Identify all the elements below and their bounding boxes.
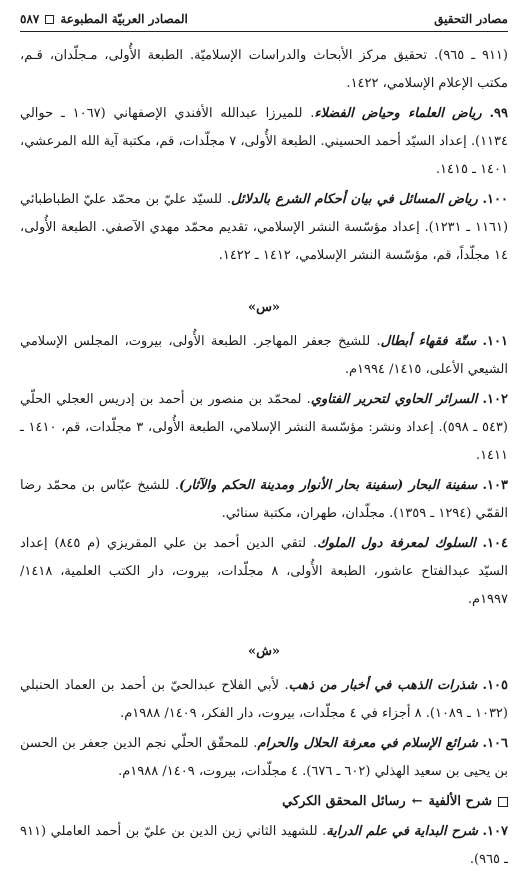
- bib-entry-100: [20, 186, 508, 270]
- bib-entry-104: [20, 530, 508, 614]
- entry-text: . لأبي الفلاح عبدالحيّ بن أحمد بن العماد الحنبلي (١٠٣٢ ـ ١٠٨٩). ٨ أجزاء في ٤ مجلّدات، بيروت، دار الفكر، ١٤٠٩/ ١٩٨٨م.: [20, 678, 508, 721]
- xref-to: رسائل المحقق الكركي: [282, 794, 406, 809]
- entry-number: ١٠٠.: [482, 192, 508, 207]
- entry-title: السلوك لمعرفة دول الملوك: [317, 536, 476, 551]
- entry-title: سفينة البحار (سفينة بحار الأنوار ومدينة الحكم والآثار): [179, 478, 478, 493]
- entry-number: ١٠٣.: [482, 478, 508, 493]
- entry-title: السرائر الحاوي لتحرير الفتاوي: [310, 392, 478, 407]
- entry-text: . لتقي الدين أحمد بن علي المقريزي (م ٨٤٥) إعداد السيّد عبدالفتاح عاشور، الطبعة الأُولى، ٨ مجلّدات، بيروت، دار الكتب العلمية، ١٤١٨/ ١٩٩٧م.: [20, 536, 508, 607]
- header-chapter-title: مصادر التحقيق: [434, 12, 508, 26]
- header-section-group: [20, 12, 188, 26]
- entry-title: ستّة فقهاء أبطال: [380, 334, 477, 349]
- section-heading-sheen: «ش»: [247, 644, 281, 659]
- square-ornament-icon: [45, 15, 54, 24]
- header-section-title: المصادر العربيّة المطبوعة: [60, 12, 188, 26]
- entry-title: رياض العلماء وحياض الفضلاء: [314, 106, 482, 121]
- entry-title: شرائع الإسلام في معرفة الحلال والحرام: [257, 736, 478, 751]
- entry-number: ١٠٦.: [482, 736, 509, 751]
- book-page: [20, 10, 509, 867]
- bib-entry-107: [20, 818, 508, 874]
- xref-from: شرح الألفية: [428, 794, 492, 809]
- entry-text: . للشيخ جعفر المهاجر. الطبعة الأُولى، بيروت، المجلس الإسلامي الشيعي الأعلى، ١٤١٥/ ١٩٩٤م.: [20, 334, 508, 377]
- bib-entry-106: [20, 730, 508, 786]
- entry-text: . للميرزا عبدالله الأفندي الإصفهاني (١٠٦٧ ـ حوالي ١١٣٤). إعداد السيّد أحمد الحسيني. الطبعة الأُولى، ٧ مجلّدات، قم، مكتبة آية الله المرعشي، ١٤٠١ ـ ١٤١٥.: [20, 106, 508, 177]
- cross-reference: [20, 788, 508, 816]
- entry-text: . للشهيد الثاني زين الدين بن عليّ بن أحمد العاملي (٩١١ ـ ٩٦٥).: [20, 824, 508, 867]
- section-heading-seen: «س»: [247, 300, 281, 315]
- page-number: ٥٨٧: [20, 12, 40, 26]
- bib-entry-103: [20, 472, 508, 528]
- entry-text: . للسيّد عليّ بن محمّد عليّ الطباطبائي (١١٦١ ـ ١٢٣١). إعداد مؤسّسة النشر الإسلامي، تقديم محمّد مهدي الآصفي. الطبعة الأُولى، ١٤ مجلّداً، قم، مؤسّسة النشر الإسلامي، ١٤١٢ ـ ١٤٢٢.: [20, 192, 509, 263]
- entry-title: رياض المسائل في بيان أحكام الشرع بالدلائل: [231, 192, 478, 207]
- arrow-left-icon: ←: [411, 794, 423, 809]
- entry-number: ١٠٢.: [482, 392, 508, 407]
- entry-number: ١٠٤.: [482, 536, 508, 551]
- square-bullet-icon: [498, 797, 508, 807]
- entry-number: ١٠١.: [482, 334, 508, 349]
- entry-title: شرح البداية في علم الدراية: [326, 824, 478, 839]
- bib-entry-99: [20, 100, 508, 184]
- entry-number: ١٠٧.: [482, 824, 508, 839]
- entry-number: ٩٩.: [489, 106, 508, 121]
- entry-title: شذرات الذهب في أخبار من ذهب: [288, 678, 478, 693]
- entry-text: . للمحقّق الحلّي نجم الدين جعفر بن الحسن بن يحيى بن سعيد الهذلي (٦٠٢ ـ ٦٧٦). ٤ مجلّدات، بيروت، ١٤٠٩/ ١٩٨٨م.: [20, 736, 508, 779]
- bib-entry-continuation: [20, 42, 508, 98]
- bibliography-body: [20, 42, 508, 874]
- entry-number: ١٠٥.: [482, 678, 509, 693]
- entry-text: . لمحمّد بن منصور بن أحمد بن إدريس العجلي الحلّي (٥٤٣ ـ ٥٩٨). إعداد ونشر: مؤسّسة النشر الإسلامي، الطبعة الأُولى، ٣ مجلّدات، قم، ١٤١٠ ـ ١٤١١.: [20, 392, 508, 463]
- entry-text: (٩١١ ـ ٩٦٥). تحقيق مركز الأبحاث والدراسات الإسلاميّة. الطبعة الأُولى، مـجلّدان، قـم، مكتب الإعلام الإسلامي، ١٤٢٢.: [20, 48, 508, 91]
- entry-text: . للشيخ عبّاس بن محمّد رضا القمّي (١٢٩٤ ـ ١٣٥٩). مجلّدان، طهران، مكتبة سنائي.: [20, 478, 508, 521]
- bib-entry-102: [20, 386, 508, 470]
- bib-entry-105: [20, 672, 508, 728]
- bib-entry-101: [20, 328, 508, 384]
- running-header: [20, 10, 508, 32]
